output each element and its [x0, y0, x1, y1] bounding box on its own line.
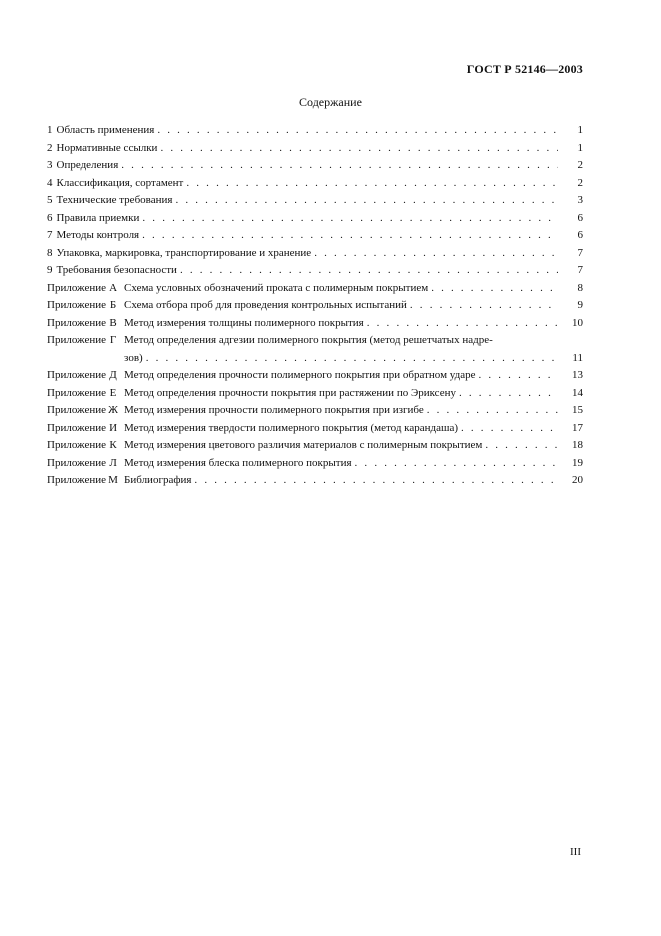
toc-entry-section-5[interactable] [47, 192, 583, 210]
section-title: Правила приемки [56, 211, 140, 224]
appendix-label: Приложение [47, 334, 107, 346]
dot-leader [431, 280, 558, 298]
dot-leader [186, 175, 558, 193]
toc-entry-appendix-v[interactable] [47, 315, 583, 333]
section-title: Область применения [56, 124, 155, 136]
appendix-title: Метод определения прочности покрытия при растяжении по Эриксену [124, 386, 456, 399]
dot-leader [459, 385, 558, 403]
document-code: ГОСТ Р 52146—2003 [466, 62, 583, 76]
dot-leader [461, 420, 558, 438]
appendix-label: Приложение [47, 369, 107, 381]
page-ref: 15 [572, 404, 583, 416]
toc-entry-section-6[interactable] [47, 210, 583, 228]
table-of-contents [47, 122, 583, 490]
toc-entry-appendix-m[interactable] [47, 472, 583, 490]
section-title: Технические требования [56, 194, 173, 206]
dot-leader [478, 367, 558, 385]
toc-entry-section-9[interactable] [47, 262, 583, 280]
page-ref: 9 [577, 299, 583, 311]
section-title: Определения [56, 159, 119, 171]
page-ref: 6 [577, 229, 583, 241]
page-ref: 20 [572, 474, 583, 486]
dot-leader [175, 192, 558, 210]
appendix-title: Метод измерения прочности полимерного покрытия при изгибе [124, 404, 424, 416]
appendix-label: Приложение [47, 386, 107, 399]
dot-leader [142, 227, 558, 245]
dot-leader [194, 472, 558, 490]
toc-entry-appendix-a[interactable] [47, 280, 583, 298]
page-ref: 1 [577, 124, 583, 136]
section-number: 9 [47, 264, 53, 276]
appendix-title: Библиография [124, 474, 192, 486]
appendix-label: Приложение [47, 281, 107, 294]
section-number: 8 [47, 246, 53, 259]
page-number: III [570, 846, 581, 858]
section-number: 1 [47, 124, 53, 136]
appendix-title: Схема отбора проб для проведения контрольных испытаний [124, 299, 407, 311]
toc-entry-section-3[interactable] [47, 157, 583, 175]
page-ref: 2 [577, 176, 583, 189]
toc-entry-appendix-e[interactable] [47, 385, 583, 403]
section-number: 7 [47, 229, 53, 241]
dot-leader [142, 210, 558, 228]
appendix-letter: М [108, 474, 118, 486]
toc-entry-appendix-zh[interactable] [47, 402, 583, 420]
dot-leader [157, 122, 558, 140]
dot-leader [355, 455, 558, 473]
page-ref: 10 [572, 316, 583, 329]
page-ref: 7 [577, 246, 583, 259]
toc-entry-appendix-i[interactable] [47, 420, 583, 438]
section-title: Классификация, сортамент [56, 176, 184, 189]
section-number: 3 [47, 159, 53, 171]
appendix-label: Приложение [47, 299, 107, 311]
appendix-label: Приложение [47, 316, 107, 329]
page-ref: 13 [572, 369, 583, 381]
appendix-label: Приложение [47, 456, 107, 469]
toc-entry-appendix-b[interactable] [47, 297, 583, 315]
dot-leader [427, 402, 558, 420]
section-title: Нормативные ссылки [56, 141, 158, 154]
appendix-letter: А [109, 281, 118, 294]
toc-entry-section-1[interactable] [47, 122, 583, 140]
page-ref: 1 [577, 141, 583, 154]
appendix-title: Схема условных обозначений проката с полимерным покрытием [124, 281, 429, 294]
toc-entry-section-4[interactable] [47, 175, 583, 193]
dot-leader [485, 437, 558, 455]
appendix-title-line1: Метод определения адгезии полимерного покрытия (метод решетчатых надре- [124, 334, 493, 346]
dot-leader [121, 157, 558, 175]
appendix-title: Метод определения прочности полимерного покрытия при обратном ударе [124, 369, 476, 381]
toc-title: Содержание [299, 95, 362, 109]
toc-entry-appendix-d[interactable] [47, 367, 583, 385]
appendix-letter: К [109, 439, 117, 451]
section-number: 4 [47, 176, 53, 189]
appendix-letter: Б [109, 299, 117, 311]
appendix-title-line2: зов) [124, 351, 143, 364]
section-number: 5 [47, 194, 53, 206]
appendix-letter: Г [109, 334, 117, 346]
appendix-title: Метод измерения твердости полимерного покрытия (метод карандаша) [124, 421, 458, 434]
section-title: Требования безопасности [56, 264, 177, 276]
toc-entry-section-8[interactable] [47, 245, 583, 263]
page-ref: 18 [572, 439, 583, 451]
section-number: 2 [47, 141, 53, 154]
appendix-label: Приложение [47, 474, 107, 486]
section-title: Методы контроля [56, 229, 140, 241]
appendix-label: Приложение [47, 421, 107, 434]
dot-leader [314, 245, 558, 263]
appendix-letter: Е [109, 386, 117, 399]
appendix-title: Метод измерения блеска полимерного покрытия [124, 456, 352, 469]
page-ref: 19 [572, 456, 583, 469]
appendix-label: Приложение [47, 439, 107, 451]
appendix-letter: Л [109, 456, 117, 469]
page-ref: 6 [577, 211, 583, 224]
toc-entry-section-2[interactable] [47, 140, 583, 158]
toc-entry-appendix-l[interactable] [47, 455, 583, 473]
toc-entry-section-7[interactable] [47, 227, 583, 245]
dot-leader [146, 350, 558, 368]
appendix-title: Метод измерения цветового различия материалов с полимерным покрытием [124, 439, 483, 451]
page-ref: 11 [572, 351, 583, 364]
page-ref: 8 [577, 281, 583, 294]
appendix-title: Метод измерения толщины полимерного покрытия [124, 316, 364, 329]
page-ref: 7 [577, 264, 583, 276]
dot-leader [180, 262, 558, 280]
dot-leader [367, 315, 558, 333]
appendix-letter: И [109, 421, 118, 434]
appendix-letter: Ж [108, 404, 118, 416]
appendix-letter: В [109, 316, 117, 329]
dot-leader [410, 297, 558, 315]
page-ref: 14 [572, 386, 583, 399]
appendix-label: Приложение [47, 404, 107, 416]
appendix-letter: Д [109, 369, 117, 381]
page-ref: 3 [577, 194, 583, 206]
toc-entry-appendix-k[interactable] [47, 437, 583, 455]
toc-entry-appendix-g[interactable] [47, 332, 583, 367]
section-title: Упаковка, маркировка, транспортирование и хранение [56, 246, 312, 259]
section-number: 6 [47, 211, 53, 224]
page-ref: 2 [577, 159, 583, 171]
dot-leader [160, 140, 558, 158]
page-ref: 17 [572, 421, 583, 434]
